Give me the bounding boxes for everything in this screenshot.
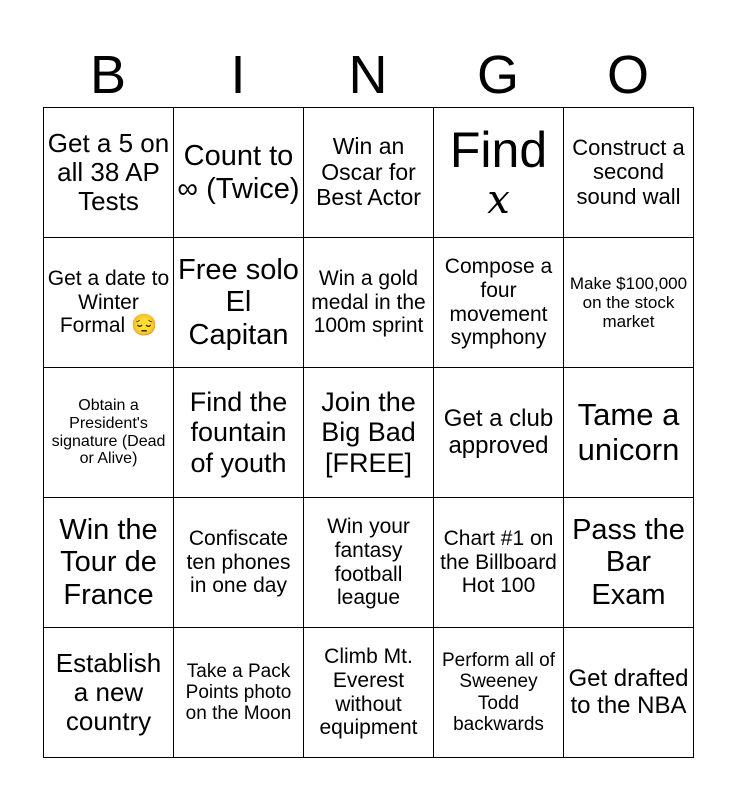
bingo-cell[interactable]: Take a Pack Points photo on the Moon: [174, 628, 304, 758]
bingo-cell[interactable]: Count to ∞ (Twice): [174, 108, 304, 238]
bingo-cell[interactable]: Free solo El Capitan: [174, 238, 304, 368]
bingo-cell[interactable]: Construct a second sound wall: [564, 108, 694, 238]
bingo-cell[interactable]: Find the fountain of youth: [174, 368, 304, 498]
header-letter-n: N: [348, 45, 388, 105]
bingo-cell[interactable]: Get a date to Winter Formal 😔: [44, 238, 174, 368]
bingo-cell[interactable]: Make $100,000 on the stock market: [564, 238, 694, 368]
grid-row-5: [44, 628, 694, 758]
bingo-cell[interactable]: Get a club approved: [434, 368, 564, 498]
bingo-cell[interactable]: Compose a four movement symphony: [434, 238, 564, 368]
header-letter-o: O: [606, 45, 649, 105]
bingo-cell[interactable]: Perform all of Sweeney Todd backwards: [434, 628, 564, 758]
grid-row-1: [44, 108, 694, 238]
bingo-cell[interactable]: Pass the Bar Exam: [564, 498, 694, 628]
bingo-cell[interactable]: Tame a unicorn: [564, 368, 694, 498]
grid-row-3: [44, 368, 694, 498]
grid-row-4: [44, 498, 694, 628]
header-letter-i: I: [230, 45, 246, 105]
header-letter-g: G: [476, 45, 519, 105]
bingo-cell-find-x[interactable]: [434, 108, 564, 238]
bingo-cell[interactable]: Get a 5 on all 38 AP Tests: [44, 108, 174, 238]
bingo-cell[interactable]: Get drafted to the NBA: [564, 628, 694, 758]
bingo-cell[interactable]: Climb Mt. Everest without equipment: [304, 628, 434, 758]
bingo-cell[interactable]: Win a gold medal in the 100m sprint: [304, 238, 434, 368]
bingo-cell[interactable]: Chart #1 on the Billboard Hot 100: [434, 498, 564, 628]
bingo-cell[interactable]: Join the Big Bad [FREE]: [304, 368, 434, 498]
grid-row-2: [44, 238, 694, 368]
bingo-header: [43, 42, 693, 108]
bingo-cell[interactable]: Win the Tour de France: [44, 498, 174, 628]
bingo-cell[interactable]: Win your fantasy football league: [304, 498, 434, 628]
bingo-cell[interactable]: Confiscate ten phones in one day: [174, 498, 304, 628]
bingo-cell[interactable]: Obtain a President's signature (Dead or Alive): [44, 368, 174, 498]
header-letter-b: B: [89, 45, 127, 105]
variable-x: x: [487, 177, 510, 224]
find-word: Find: [449, 122, 548, 179]
bingo-cell[interactable]: Establish a new country: [44, 628, 174, 758]
bingo-grid: [43, 107, 694, 758]
bingo-cell[interactable]: Win an Oscar for Best Actor: [304, 108, 434, 238]
